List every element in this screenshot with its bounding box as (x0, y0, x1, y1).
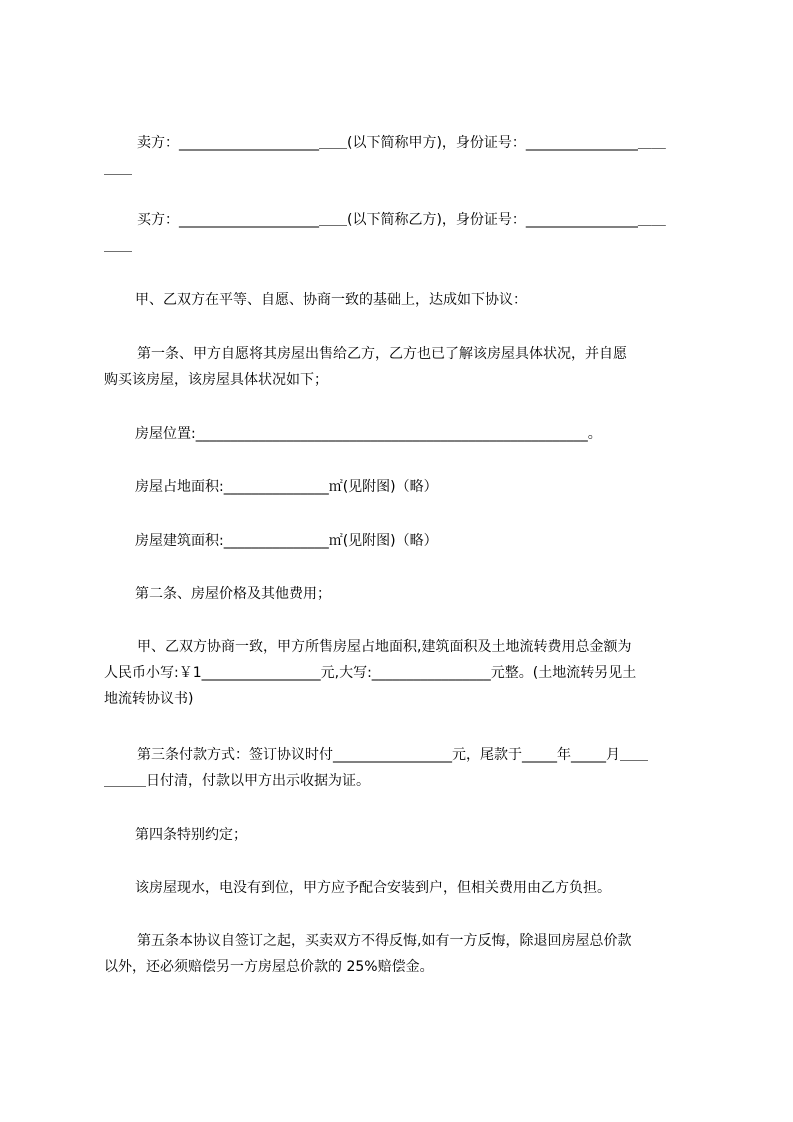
special-terms-paragraph (104, 875, 704, 901)
article2-paragraph (104, 581, 704, 607)
house-location: 房屋位置:________________________________________________________。 (135, 426, 602, 442)
article1-line2: 购买该房屋，该房屋具体状况如下； (104, 372, 328, 388)
price-line3: 地流转协议书) (104, 691, 194, 707)
price-line1: 甲、乙双方协商一致，甲方所售房屋占地面积,建筑面积及土地流转费用总金额为 (137, 639, 632, 655)
article3-line1: 第三条付款方式：签订协议时付_________________元，尾款于_____年_____月＿＿ (137, 747, 648, 763)
article3-paragraph (104, 742, 704, 794)
article5-paragraph (104, 928, 704, 980)
article3-line2: ＿＿＿日付清，付款以甲方出示收据为证。 (104, 773, 370, 789)
article5-line2: 以外，还必须赔偿另一方房屋总价款的 25%赔偿金。 (104, 959, 434, 975)
article4-paragraph (104, 822, 704, 848)
article2-heading: 第二条、房屋价格及其他费用； (135, 586, 331, 602)
intro-paragraph (104, 287, 704, 313)
price-line2: 人民币小写:￥1_________________元,大写:_________________元整。(土地流转另见土 (104, 665, 637, 681)
intro-text: 甲、乙双方在平等、自愿、协商一致的基础上，达成如下协议： (135, 292, 527, 308)
price-paragraph (104, 634, 704, 712)
seller-line: 卖方：____________________＿＿(以下简称甲方)，身份证号：________________＿＿ (137, 135, 666, 151)
article1-line1: 第一条、甲方自愿将其房屋出售给乙方，乙方也已了解该房屋具体状况，并自愿 (137, 346, 627, 362)
buyer-paragraph (104, 207, 704, 259)
buyer-line: 买方：____________________＿＿(以下简称乙方)，身份证号：________________＿＿ (137, 212, 666, 228)
buyer-line-wrap: ＿＿ (104, 238, 132, 254)
special-terms: 该房屋现水，电没有到位，甲方应予配合安装到户，但相关费用由乙方负担。 (135, 880, 611, 896)
article4-heading: 第四条特别约定； (135, 827, 247, 843)
article5-line1: 第五条本协议自签订之起，买卖双方不得反悔,如有一方反悔，除退回房屋总价款 (137, 933, 632, 949)
house-location-paragraph (104, 421, 704, 447)
land-area-paragraph (104, 474, 704, 500)
building-area: 房屋建筑面积:_______________㎡(见附图)（略） (135, 533, 438, 549)
seller-line-wrap: ＿＿ (104, 161, 132, 177)
building-area-paragraph (104, 528, 704, 554)
land-area: 房屋占地面积:_______________㎡(见附图)（略） (135, 479, 438, 495)
seller-paragraph (104, 130, 704, 182)
article1-paragraph (104, 341, 704, 393)
